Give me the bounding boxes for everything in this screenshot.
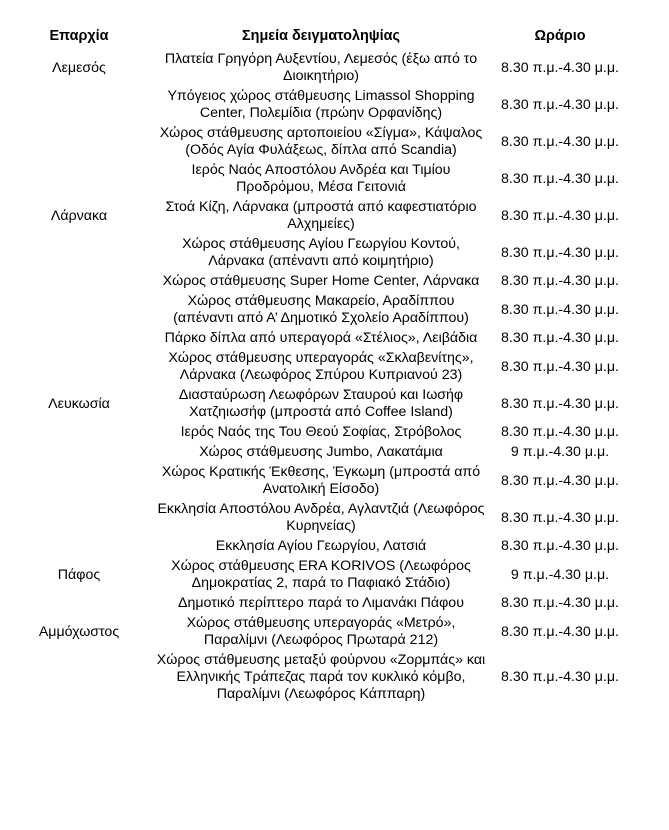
location-cell: Χώρος στάθμευσης αρτοποιείου «Σίγμα», Κάψαλος (Οδός Αγία Φυλάξεως, δίπλα από Scandia): [159, 125, 483, 158]
region-cell-empty: [6, 443, 152, 463]
region-cell: Λευκωσία: [48, 395, 110, 412]
hours-cell: 8.30 π.μ.-4.30 μ.μ.: [501, 133, 619, 150]
region-cell-empty: [6, 161, 152, 198]
table-row: [6, 329, 630, 349]
table-row: [6, 124, 630, 161]
region-cell-empty: [6, 235, 152, 272]
table-row: [6, 50, 630, 87]
table-row: [6, 198, 630, 235]
location-cell: Χώρος στάθμευσης Jumbo, Λακατάμια: [199, 444, 443, 460]
table-body: [6, 50, 630, 705]
table-row: [6, 463, 630, 500]
hours-cell: 8.30 π.μ.-4.30 μ.μ.: [501, 273, 619, 289]
table-row: [6, 443, 630, 463]
region-cell-empty: [6, 463, 152, 500]
region-cell-empty: [6, 349, 152, 386]
hours-cell: 8.30 π.μ.-4.30 μ.μ.: [501, 301, 619, 318]
table-row: [6, 500, 630, 537]
hours-cell: 9 π.μ.-4.30 μ.μ.: [510, 444, 610, 460]
hours-cell: 8.30 π.μ.-4.30 μ.μ.: [501, 96, 619, 113]
location-cell: Χώρος στάθμευσης Μακαρείο, Αραδίππου (απέναντι από Α’ Δημοτικό Σχολείο Αραδίππου): [173, 293, 469, 326]
hours-cell: 8.30 π.μ.-4.30 μ.μ.: [501, 395, 619, 412]
table-row: [6, 349, 630, 386]
location-cell: Υπόγειος χώρος στάθμευσης Limassol Shopping Center, Πολεμίδια (πρώην Ορφανίδης): [167, 88, 475, 121]
location-cell: Διασταύρωση Λεωφόρων Σταυρού και Ιωσήφ Χατζηιωσήφ (μπροστά από Coffee Island): [178, 387, 464, 420]
region-cell-empty: [6, 329, 152, 349]
hours-cell: 8.30 π.μ.-4.30 μ.μ.: [501, 669, 619, 685]
hours-cell: 8.30 π.μ.-4.30 μ.μ.: [501, 59, 619, 76]
region-cell-empty: [6, 423, 152, 443]
location-cell: Χώρος Κρατικής Έκθεσης, Έγκωμη (μπροστά από Ανατολική Είσοδο): [161, 464, 481, 497]
region-cell-empty: [6, 272, 152, 292]
table-row: [6, 235, 630, 272]
table-row: [6, 292, 630, 329]
table-row: [6, 386, 630, 423]
hours-cell: 8.30 π.μ.-4.30 μ.μ.: [501, 170, 619, 187]
hours-cell: 8.30 π.μ.-4.30 μ.μ.: [501, 509, 619, 526]
table-row: [6, 423, 630, 443]
location-cell: Πάρκο δίπλα από υπεραγορά «Στέλιος», Λειβάδια: [164, 330, 478, 346]
region-cell: Λεμεσός: [52, 59, 106, 76]
location-cell: Δημοτικό περίπτερο παρά το Λιμανάκι Πάφου: [178, 595, 464, 611]
region-cell: Πάφος: [57, 566, 101, 583]
location-cell: Χώρος στάθμευσης υπεραγοράς «Σκλαβενίτης», Λάρνακα (Λεωφόρος Σπύρου Κυπριανού 23): [168, 350, 474, 383]
hours-cell: 8.30 π.μ.-4.30 μ.μ.: [501, 424, 619, 440]
hours-cell: 8.30 π.μ.-4.30 μ.μ.: [501, 538, 619, 554]
location-cell: Χώρος στάθμευσης υπεραγοράς «Μετρό», Παραλίμνι (Λεωφόρος Πρωταρά 212): [186, 615, 456, 648]
location-cell: Εκκλησία Αποστόλου Ανδρέα, Αγλαντζιά (Λεωφόρος Κυρηνείας): [157, 501, 485, 534]
hours-cell: 8.30 π.μ.-4.30 μ.μ.: [501, 595, 619, 611]
hours-cell: 9 π.μ.-4.30 μ.μ.: [510, 566, 610, 583]
hours-cell: 8.30 π.μ.-4.30 μ.μ.: [501, 244, 619, 261]
table-row: [6, 272, 630, 292]
region-cell-empty: [6, 537, 152, 557]
hours-cell: 8.30 π.μ.-4.30 μ.μ.: [501, 207, 619, 224]
region-cell-empty: [6, 594, 152, 614]
location-cell: Εκκλησία Αγίου Γεωργίου, Λατσιά: [215, 538, 427, 554]
region-cell-empty: [6, 124, 152, 161]
region-cell-empty: [6, 651, 152, 705]
hours-cell: 8.30 π.μ.-4.30 μ.μ.: [501, 330, 619, 346]
header-location: Σημεία δειγματοληψίας: [242, 28, 400, 44]
sampling-points-table: [6, 28, 630, 705]
table-header-row: [6, 28, 630, 50]
location-cell: Ιερός Ναός Αποστόλου Ανδρέα και Τιμίου Προδρόμου, Μέσα Γειτονιά: [191, 162, 451, 195]
header-region: Επαρχία: [49, 28, 109, 44]
hours-cell: 8.30 π.μ.-4.30 μ.μ.: [501, 623, 619, 640]
table-row: [6, 87, 630, 124]
table-row: [6, 537, 630, 557]
region-cell-empty: [6, 87, 152, 124]
location-cell: Χώρος στάθμευσης μεταξύ φούρνου «Ζορμπάς» και Ελληνικής Τράπεζας παρά τον κυκλικό κόμβο, Παραλίμνι (Λεωφόρος Κάππαρη): [156, 652, 486, 702]
table-row: [6, 557, 630, 594]
header-hours: Ωράριο: [534, 28, 586, 44]
region-cell-empty: [6, 500, 152, 537]
location-cell: Χώρος στάθμευσης Αγίου Γεωργίου Κοντού, Λάρνακα (απέναντι από κοιμητήριο): [182, 236, 460, 269]
location-cell: Ιερός Ναός της Του Θεού Σοφίας, Στρόβολος: [180, 424, 462, 440]
region-cell: Αμμόχωστος: [38, 623, 120, 640]
table-row: [6, 651, 630, 705]
hours-cell: 8.30 π.μ.-4.30 μ.μ.: [501, 358, 619, 375]
table-row: [6, 594, 630, 614]
location-cell: Χώρος στάθμευσης Super Home Center, Λάρνακα: [162, 273, 480, 289]
region-cell: Λάρνακα: [50, 207, 108, 224]
hours-cell: 8.30 π.μ.-4.30 μ.μ.: [501, 472, 619, 489]
table-row: [6, 614, 630, 651]
region-cell-empty: [6, 292, 152, 329]
location-cell: Χώρος στάθμευσης ERA KORIVOS (Λεωφόρος Δημοκρατίας 2, παρά το Παφιακό Στάδιο): [171, 558, 471, 591]
location-cell: Στοά Κίζη, Λάρνακα (μπροστά από καφεστιατόριο Αλχημείες): [165, 199, 477, 232]
location-cell: Πλατεία Γρηγόρη Αυξεντίου, Λεμεσός (έξω από το Διοικητήριο): [164, 51, 478, 84]
table-row: [6, 161, 630, 198]
